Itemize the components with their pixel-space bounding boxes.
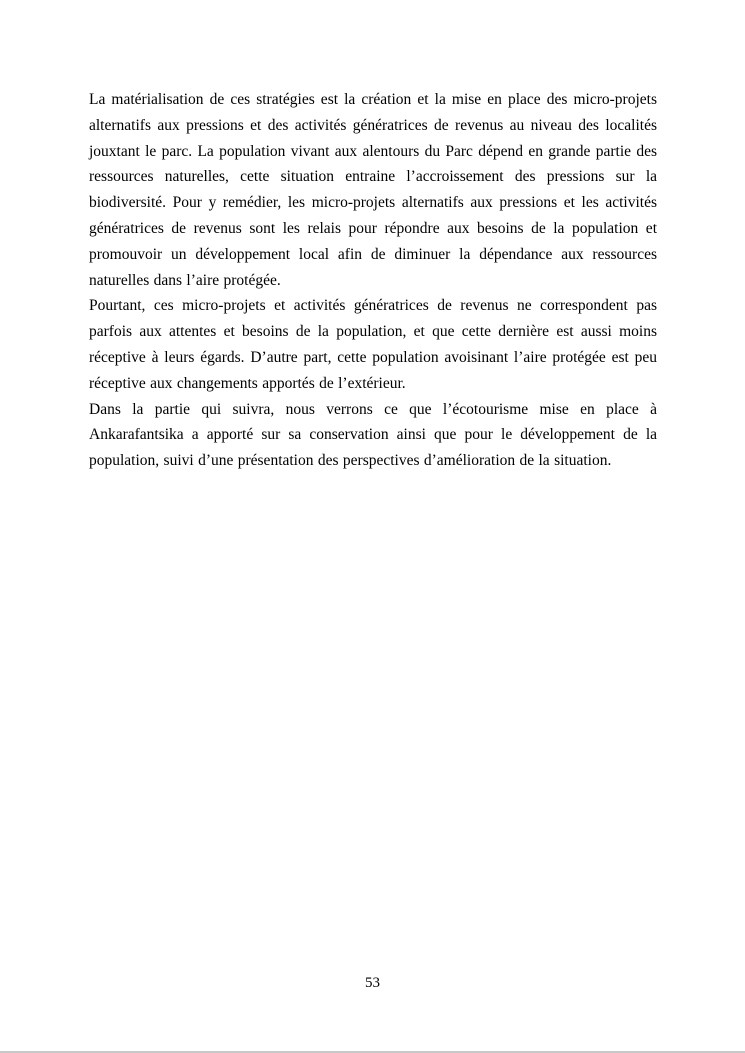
page-number: 53 [365, 975, 380, 991]
paragraph-2: Pourtant, ces micro-projets et activités génératrices de revenus ne correspondent pas parfois aux attentes et besoins de la population, et que cette dernière est aussi moins réceptive à leurs égards. D’autre part, cette population avoisinant l’aire protégée est peu réceptive aux changements apportés de l’extérieur. [89, 297, 657, 392]
paragraph-1: La matérialisation de ces stratégies est la création et la mise en place des micro-projets alternatifs aux pressions et des activités génératrices de revenus au niveau des localités jouxtant le parc. La population vivant aux alentours du Parc dépend en grande partie des ressources naturelles, cette situation entraine l’accroissement des pressions sur la biodiversité. Pour y remédier, les micro-projets alternatifs aux pressions et les activités génératrices de revenus sont les relais pour répondre aux besoins de la population et promouvoir un développement local afin de diminuer la dépendance aux ressources naturelles dans l’aire protégée. [89, 91, 657, 289]
paragraph-3: Dans la partie qui suivra, nous verrons ce que l’écotourisme mise en place à Ankarafantsika a apporté sur sa conservation ainsi que pour le développement de la population, suivi d’une présentation des perspectives d’amélioration de la situation. [89, 400, 657, 470]
page-body-text [89, 87, 657, 474]
